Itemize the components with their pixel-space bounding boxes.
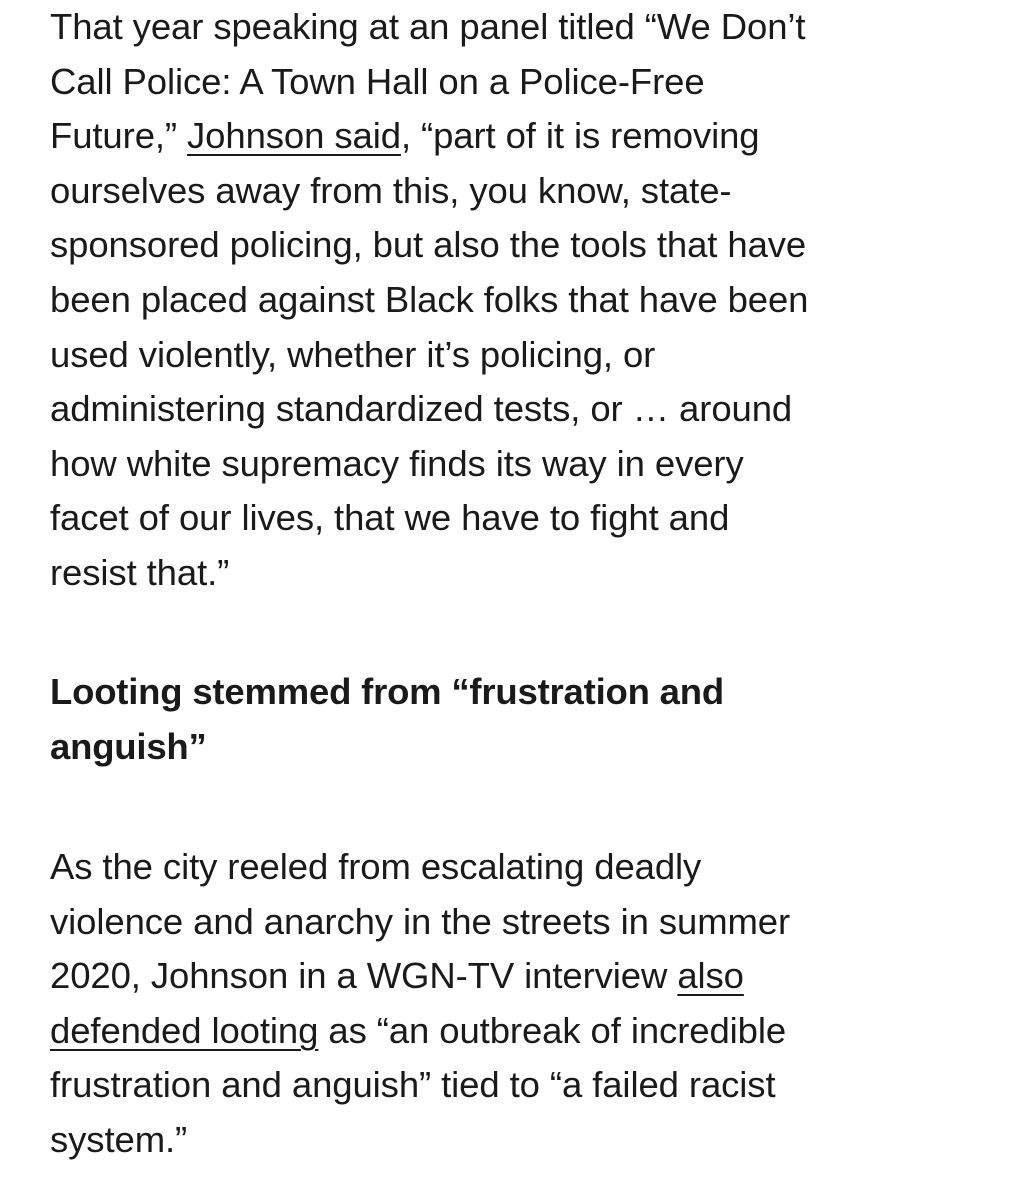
defended-looting-link-part2[interactable]: defended looting bbox=[50, 1009, 319, 1051]
paragraph-line: used violently, whether it’s policing, or bbox=[50, 333, 656, 375]
article-paragraph-1 bbox=[50, 0, 808, 601]
paragraph-line: system.” bbox=[50, 1118, 188, 1160]
paragraph-line: facet of our lives, that we have to fight and bbox=[50, 497, 730, 539]
paragraph-text: as “an outbreak of incredible bbox=[318, 1009, 787, 1051]
paragraph-line bbox=[50, 949, 790, 1004]
paragraph-line bbox=[50, 109, 808, 164]
paragraph-line: As the city reeled from escalating deadly bbox=[50, 846, 702, 887]
paragraph-line: frustration and anguish” tied to “a failed racist bbox=[50, 1064, 776, 1106]
article-paragraph-2 bbox=[50, 840, 790, 1168]
paragraph-line bbox=[50, 1004, 790, 1059]
defended-looting-link-part1[interactable]: also bbox=[677, 955, 744, 997]
paragraph-line: violence and anarchy in the streets in summer bbox=[50, 900, 791, 942]
paragraph-line: Call Police: A Town Hall on a Police-Free bbox=[50, 60, 705, 102]
paragraph-line: That year speaking at an panel titled “We Don’t bbox=[50, 6, 806, 47]
section-heading bbox=[50, 665, 724, 774]
paragraph-line: ourselves away from this, you know, state- bbox=[50, 169, 732, 211]
heading-line: anguish” bbox=[50, 725, 207, 767]
paragraph-line: resist that.” bbox=[50, 551, 230, 593]
paragraph-line: administering standardized tests, or … around bbox=[50, 388, 793, 430]
paragraph-text: 2020, Johnson in a WGN-TV interview bbox=[50, 955, 678, 997]
paragraph-line: how white supremacy finds its way in every bbox=[50, 442, 744, 484]
heading-line: Looting stemmed from “frustration and bbox=[50, 671, 724, 712]
paragraph-text: Future,” bbox=[50, 115, 188, 157]
paragraph-line: sponsored policing, but also the tools that have bbox=[50, 224, 807, 266]
johnson-said-link[interactable]: Johnson said bbox=[187, 115, 401, 157]
paragraph-text: , “part of it is removing bbox=[400, 115, 760, 157]
paragraph-line: been placed against Black folks that have been bbox=[50, 278, 809, 320]
